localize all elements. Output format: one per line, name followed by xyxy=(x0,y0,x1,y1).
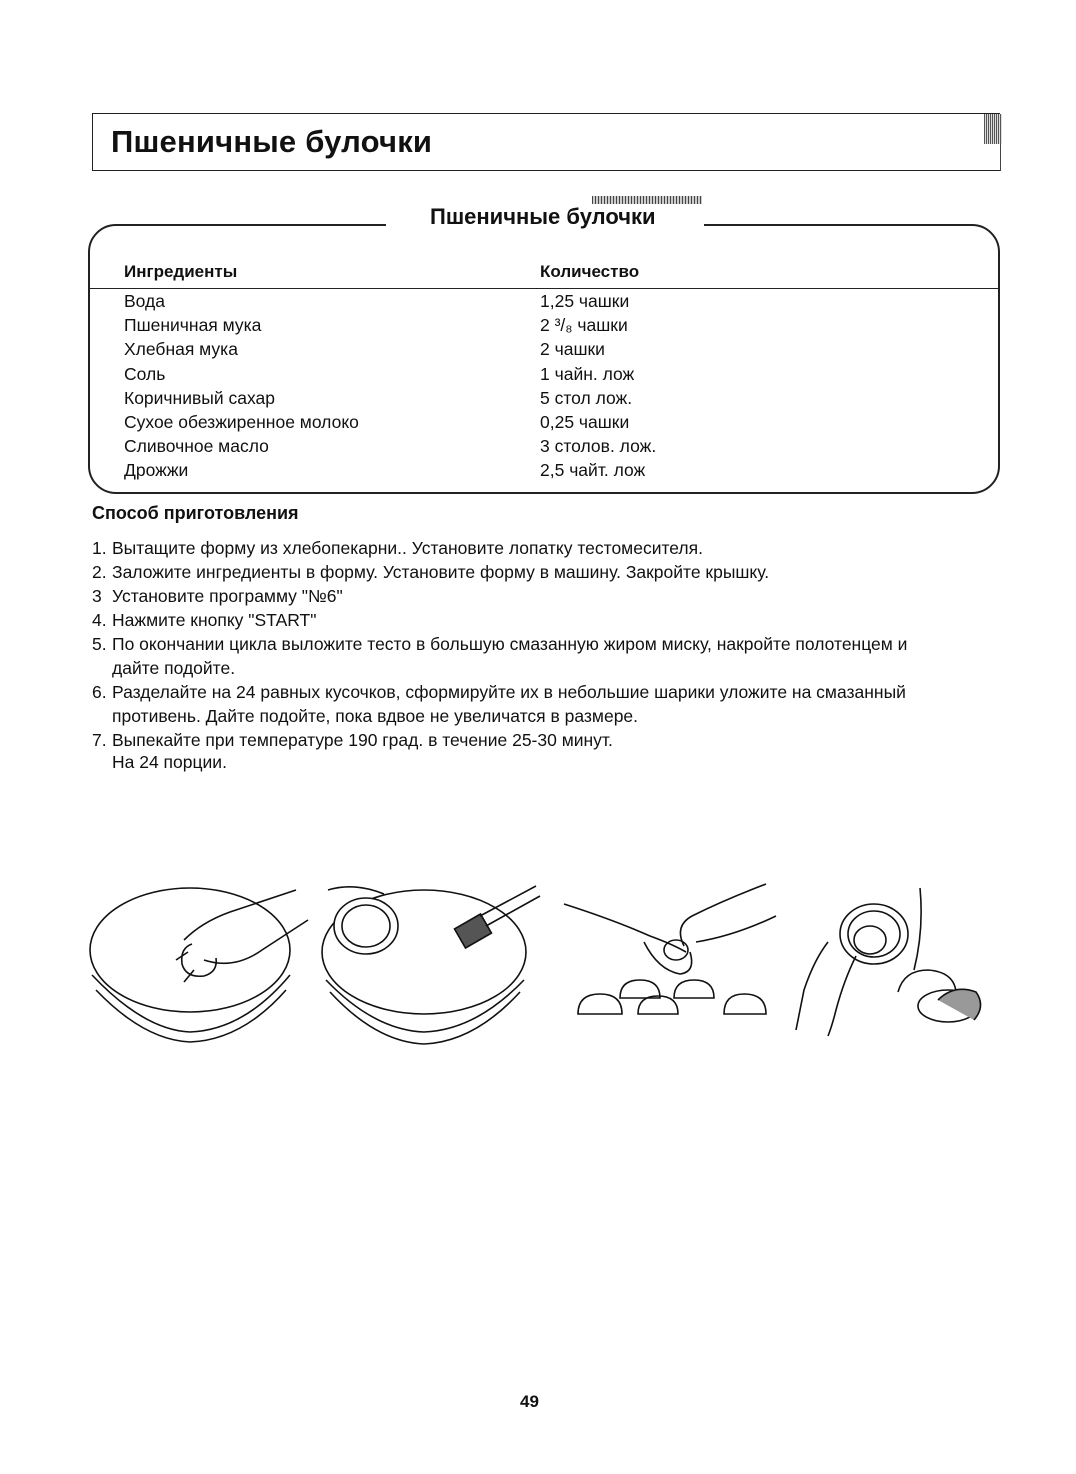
ingredient-qty: 2 чашки xyxy=(540,339,605,360)
shaping-balls-illustration xyxy=(564,884,776,1014)
ingredient-name: Хлебная мука xyxy=(124,339,238,360)
step-number: 6. xyxy=(92,682,107,702)
method-title: Способ приготовления xyxy=(92,503,299,523)
list-item xyxy=(92,680,992,728)
ingredient-name: Сухое обезжиренное молоко xyxy=(124,411,359,432)
step-number: 4. xyxy=(92,610,107,630)
greasing-illustration xyxy=(322,886,540,1044)
step-text: Вытащите форму из хлебопекарни.. Установите лопатку тестомесителя. xyxy=(112,538,703,558)
ingredient-qty: 2 ³/₈ чашки xyxy=(540,315,628,336)
list-item xyxy=(92,608,992,632)
ingredient-name: Соль xyxy=(124,363,166,384)
placing-ball-illustration xyxy=(796,888,981,1036)
step-number: 5. xyxy=(92,634,107,654)
list-item xyxy=(92,728,992,752)
title-bar xyxy=(92,113,1000,171)
header-rule xyxy=(90,288,998,289)
title-bar-shade xyxy=(984,114,1002,144)
ingredient-qty: 1 чайн. лож xyxy=(540,363,635,384)
step-text: Разделайте на 24 равных кусочков, сформируйте их в небольшие шарики уложите на смазанный противень. Дайте подойте, пока вдвое не увеличатся в размере. xyxy=(112,682,906,726)
step-number: 7. xyxy=(92,730,107,750)
method-steps xyxy=(92,536,992,752)
list-item xyxy=(92,584,992,608)
recipe-box-title-shade xyxy=(592,196,702,204)
ingredient-name: Дрожжи xyxy=(124,460,189,481)
ingredient-name: Пшеничная мука xyxy=(124,315,262,336)
ingredient-name: Вода xyxy=(124,291,165,311)
step-text: Установите программу "№6" xyxy=(112,586,343,606)
step-number: 3 xyxy=(92,586,102,606)
page-title: Пшеничные булочки xyxy=(111,124,433,159)
ingredient-name: Коричнивый сахар xyxy=(124,387,276,408)
step-number: 1. xyxy=(92,538,107,558)
ingredient-qty: 2,5 чайт. лож xyxy=(540,460,646,481)
step-text: Выпекайте при температуре 190 град. в течение 25-30 минут. xyxy=(112,730,613,750)
step-text: По окончании цикла выложите тесто в большую смазанную жиром миску, накройте полотенцем и дайте подойте. xyxy=(112,634,908,678)
step-number: 2. xyxy=(92,562,107,582)
list-item xyxy=(92,536,992,560)
ingredient-name: Сливочное масло xyxy=(124,436,269,457)
step-text: Заложите ингредиенты в форму. Установите форму в машину. Закройте крышку. xyxy=(112,562,770,582)
instruction-illustrations xyxy=(84,880,1004,1050)
ingredient-qty: 3 столов. лож. xyxy=(540,436,657,457)
column-header-ingredients: Ингредиенты xyxy=(124,262,238,281)
ingredient-qty: 5 стол лож. xyxy=(540,387,633,408)
title-bar-right-edge xyxy=(1000,144,1001,171)
list-item xyxy=(92,632,992,680)
list-item xyxy=(92,560,992,584)
ingredient-qty: 1,25 чашки xyxy=(540,291,630,311)
column-header-quantity: Количество xyxy=(540,262,640,281)
servings-note: На 24 порции. xyxy=(112,752,227,772)
page-number: 49 xyxy=(520,1392,539,1411)
recipe-box-title: Пшеничные булочки xyxy=(424,204,662,230)
ingredient-qty: 0,25 чашки xyxy=(540,411,630,432)
kneading-illustration xyxy=(90,888,308,1042)
step-text: Нажмите кнопку "START" xyxy=(112,610,317,630)
